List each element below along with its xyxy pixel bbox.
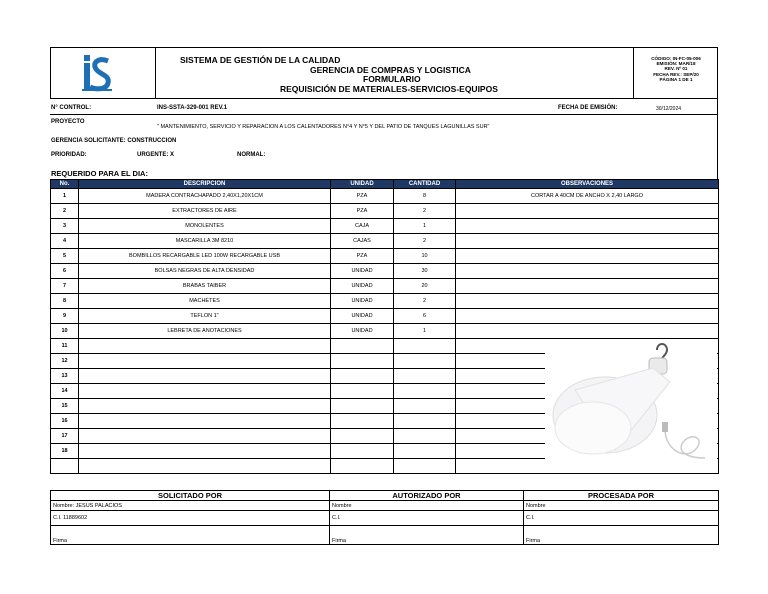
row-unit [331, 429, 394, 444]
signature-name-row [51, 501, 719, 511]
row-unit: UNIDAD [331, 279, 394, 294]
row-quantity: 1 [394, 219, 456, 234]
signature-ci-row [51, 511, 719, 526]
row-number: 4 [51, 234, 79, 249]
row-description [79, 384, 331, 399]
row-number: 3 [51, 219, 79, 234]
row-quantity: 6 [394, 309, 456, 324]
info-right-border [717, 99, 718, 179]
product-image-led-bulb [545, 340, 717, 465]
header-title-2: GERENCIA DE COMPRAS Y LOGISTICA [310, 65, 471, 75]
row-observations [456, 264, 719, 279]
row-number: 7 [51, 279, 79, 294]
empty-cell [394, 459, 456, 474]
row-observations [456, 294, 719, 309]
procesada-name: Nombre [524, 501, 719, 511]
table-row [51, 279, 719, 294]
row-number: 18 [51, 444, 79, 459]
row-description: TEFLON 1" [79, 309, 331, 324]
signature-firma-row [51, 526, 719, 545]
row-description: MACHETES [79, 294, 331, 309]
table-row [51, 294, 719, 309]
row-quantity: 8 [394, 189, 456, 204]
table-row [51, 189, 719, 204]
procesada-ci: C.I. [524, 511, 719, 526]
row-number: 6 [51, 264, 79, 279]
priority-label: PRIORIDAD: [51, 152, 87, 158]
row-observations [456, 219, 719, 234]
project-value: " MANTENIMIENTO, SERVICIO Y REPARACION A LOS CALENTADORES N°4 Y N°5 Y DEL PATIO DE TANQUES LAGUNILLAS SUR" [157, 124, 490, 130]
procesada-firma: Firma [524, 526, 719, 545]
header-title-4: REQUISICIÓN DE MATERIALES-SERVICIOS-EQUIPOS [280, 84, 498, 94]
row-description [79, 354, 331, 369]
row-description: BRABAS TAIBER [79, 279, 331, 294]
row-unit: PZA [331, 249, 394, 264]
row-number: 14 [51, 384, 79, 399]
row-description [79, 429, 331, 444]
table-row [51, 234, 719, 249]
table-row [51, 264, 719, 279]
solicitado-name: Nombre: JESUS PALACIOS [51, 501, 330, 511]
row-observations: CORTAR A 40CM DE ANCHO X 2,40 LARGO [456, 189, 719, 204]
normal-label: NORMAL: [237, 152, 266, 158]
row-unit: UNIDAD [331, 264, 394, 279]
row-quantity [394, 399, 456, 414]
document-code-block [636, 56, 716, 82]
col-header-no: No. [51, 180, 79, 189]
row-quantity: 2 [394, 294, 456, 309]
code-line: PÁGINA 1 DE 1 [659, 76, 693, 82]
code-line: EMISIÓN: MAR/18 [656, 61, 696, 67]
row-number: 17 [51, 429, 79, 444]
row-quantity [394, 429, 456, 444]
emission-value: 30/12/2024 [656, 106, 682, 112]
row-observations [456, 309, 719, 324]
row-description: MASCARILLA 3M 8210 [79, 234, 331, 249]
row-number: 1 [51, 189, 79, 204]
row-unit [331, 399, 394, 414]
row-quantity: 20 [394, 279, 456, 294]
row-observations [456, 324, 719, 339]
required-date-label: REQUERIDO PARA EL DIA: [51, 169, 148, 178]
row-number: 11 [51, 339, 79, 354]
row-unit: PZA [331, 189, 394, 204]
row-number: 12 [51, 354, 79, 369]
col-header-observations: OBSERVACIONES [456, 180, 719, 189]
table-row [51, 309, 719, 324]
row-quantity [394, 414, 456, 429]
row-number: 13 [51, 369, 79, 384]
code-line: CÓDIGO: IN-FC-05-006 [651, 56, 701, 61]
row-quantity: 2 [394, 204, 456, 219]
solicitado-ci: C.I. 11889602 [51, 511, 330, 526]
row-description: EXTRACTORES DE AIRE [79, 204, 331, 219]
table-row [51, 219, 719, 234]
col-header-quantity: CANTIDAD [394, 180, 456, 189]
row-unit: UNIDAD [331, 294, 394, 309]
solicitado-header: SOLICITADO POR [51, 491, 330, 501]
header-title-3: FORMULARIO [363, 74, 421, 84]
header-code-divider [633, 47, 634, 99]
signatures-table [50, 490, 719, 545]
signature-header-row [51, 491, 719, 501]
row-quantity [394, 384, 456, 399]
gerencia-solicitante: GERENCIA SOLICITANTE: CONSTRUCCION [51, 138, 177, 144]
row-description: BOMBILLOS RECARGABLE LED 100W RECARGABLE USB [79, 249, 331, 264]
row-number: 5 [51, 249, 79, 264]
row-quantity: 1 [394, 324, 456, 339]
empty-cell [79, 459, 331, 474]
row-number: 9 [51, 309, 79, 324]
row-unit [331, 384, 394, 399]
solicitado-firma: Firma [51, 526, 330, 545]
empty-cell [51, 459, 79, 474]
row-unit [331, 339, 394, 354]
row-quantity [394, 444, 456, 459]
row-observations [456, 204, 719, 219]
row-description [79, 444, 331, 459]
control-value: INS-SSTA-329-001 REV.1 [157, 105, 228, 111]
row-quantity: 10 [394, 249, 456, 264]
col-header-description: DESCRIPCIÓN [79, 180, 331, 189]
row-description: LEBRETA DE ANOTACIONES [79, 324, 331, 339]
row-observations [456, 249, 719, 264]
row-number: 15 [51, 399, 79, 414]
row-quantity: 30 [394, 264, 456, 279]
row-quantity [394, 339, 456, 354]
project-label: PROYECTO [51, 119, 85, 125]
autorizado-header: AUTORIZADO POR [330, 491, 524, 501]
row-number: 2 [51, 204, 79, 219]
row-description [79, 399, 331, 414]
urgent-label: URGENTE: X [137, 152, 175, 158]
row-description [79, 339, 331, 354]
row-unit [331, 354, 394, 369]
row-unit: CAJA [331, 219, 394, 234]
table-row [51, 204, 719, 219]
row-number: 16 [51, 414, 79, 429]
col-header-unit: UNIDAD [331, 180, 394, 189]
row-unit: UNIDAD [331, 324, 394, 339]
row-description: MONOLENTES [79, 219, 331, 234]
autorizado-name: Nombre [330, 501, 524, 511]
row-observations [456, 279, 719, 294]
row-unit [331, 414, 394, 429]
table-row [51, 324, 719, 339]
autorizado-firma: Firma [330, 526, 524, 545]
autorizado-ci: C.I. [330, 511, 524, 526]
row-unit [331, 444, 394, 459]
code-line: FECHA REV.: SEP/20 [653, 71, 699, 77]
emission-label: FECHA DE EMISIÓN: [558, 105, 618, 111]
row-description: BOLSAS NEGRAS DE ALTA DENSIDAD [79, 264, 331, 279]
row-unit: UNIDAD [331, 309, 394, 324]
row-quantity [394, 369, 456, 384]
row-description: MADERA CONTRACHAPADO 2,40X1,20X1CM [79, 189, 331, 204]
control-label: N° CONTROL: [51, 105, 92, 111]
row-observations [456, 234, 719, 249]
row-unit [331, 369, 394, 384]
table-row [51, 249, 719, 264]
table-header-row [51, 180, 719, 189]
procesada-header: PROCESADA POR [524, 491, 719, 501]
row-quantity: 2 [394, 234, 456, 249]
company-logo [80, 53, 114, 93]
row-number: 10 [51, 324, 79, 339]
row-description [79, 369, 331, 384]
row-number: 8 [51, 294, 79, 309]
header-logo-divider [155, 47, 156, 99]
code-line: REV. Nº 01 [664, 66, 688, 72]
control-underline [50, 114, 718, 115]
row-description [79, 414, 331, 429]
row-unit: PZA [331, 204, 394, 219]
row-unit: CAJAS [331, 234, 394, 249]
empty-cell [331, 459, 394, 474]
header-title-1: SISTEMA DE GESTIÓN DE LA CALIDAD [180, 55, 341, 65]
row-quantity [394, 354, 456, 369]
